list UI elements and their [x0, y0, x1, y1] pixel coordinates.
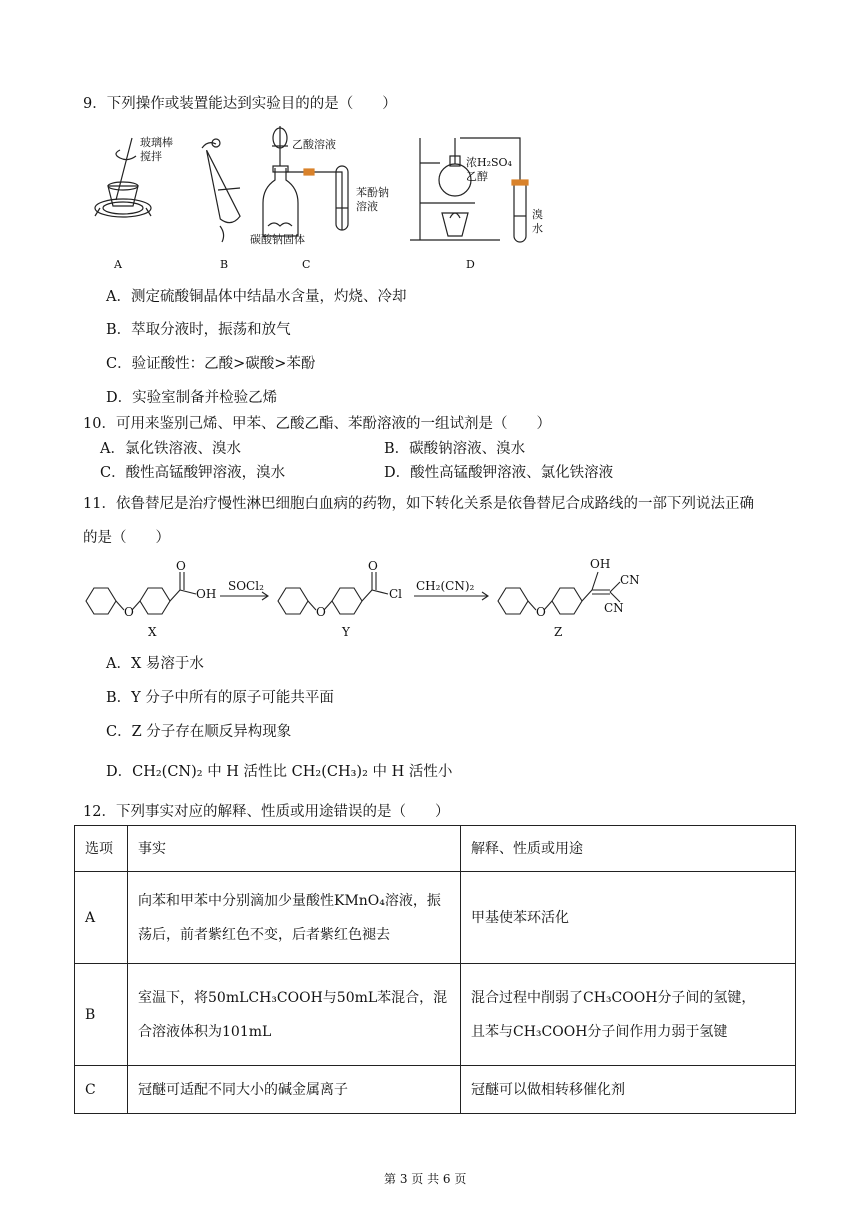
q9-apparatus-figure — [80, 118, 550, 273]
q11-Y-carbonyl-O: O — [368, 559, 378, 573]
table-row — [75, 1066, 796, 1114]
q11-label-Y: Y — [342, 625, 350, 639]
row-c-option: C — [75, 1066, 128, 1114]
q11-Z-O: O — [536, 605, 546, 619]
q9-label-C-bottom: 碳酸钠固体 — [250, 233, 305, 246]
q9-label-D-water1: 溴 — [532, 208, 543, 221]
table-header-explanation: 解释、性质或用途 — [461, 826, 796, 872]
row-b-fact-line2: 合溶液体积为101mL — [138, 1023, 272, 1040]
q9-fig-D: D — [466, 258, 475, 271]
row-a-fact-line1: 向苯和甲苯中分别滴加少量酸性KMnO₄溶液，振 — [138, 892, 441, 909]
q10-option-b: B．碳酸钠溶液、溴水 — [384, 441, 526, 457]
q9-fig-A: A — [114, 258, 122, 271]
q11-reaction-scheme — [80, 552, 680, 644]
q11-reagent-2: CH₂(CN)₂ — [416, 579, 475, 593]
q12-table — [74, 825, 796, 1114]
table-row — [75, 964, 796, 1066]
q9-label-C-top: 乙酸溶液 — [292, 138, 336, 151]
row-b-option: B — [75, 964, 128, 1066]
q9-stem: 9．下列操作或装置能达到实验目的的是（ ） — [83, 96, 397, 112]
row-b-fact-line1: 室温下，将50mLCH₃COOH与50mL苯混合，混 — [138, 989, 448, 1006]
row-c-explanation: 冠醚可以做相转移催化剂 — [461, 1066, 796, 1114]
row-a-option: A — [75, 872, 128, 964]
q9-label-C-right1: 苯酚钠 — [356, 186, 389, 199]
q11-reagent-1: SOCl₂ — [228, 579, 264, 593]
q9-option-c: C．验证酸性：乙酸>碳酸>苯酚 — [106, 356, 316, 372]
row-a-fact-line2: 荡后，前者紫红色不变，后者紫红色褪去 — [138, 926, 390, 943]
row-b-fact — [128, 964, 461, 1066]
q9-option-a: A．测定硫酸铜晶体中结晶水含量，灼烧、冷却 — [106, 289, 407, 305]
row-b-explanation-line1: 混合过程中削弱了CH₃COOH分子间的氢键， — [471, 989, 756, 1006]
q9-option-d: D．实验室制备并检验乙烯 — [106, 390, 278, 406]
q11-Y-O: O — [316, 605, 326, 619]
q12-stem: 12．下列事实对应的解释、性质或用途错误的是（ ） — [83, 804, 450, 820]
q11-Y-Cl: Cl — [389, 587, 403, 601]
q11-Z-CN1: CN — [620, 573, 640, 587]
table-header-option: 选项 — [75, 826, 128, 872]
q11-Z-OH: OH — [590, 557, 611, 571]
q10-option-c: C．酸性高锰酸钾溶液，溴水 — [100, 465, 286, 481]
q11-label-Z: Z — [554, 625, 563, 639]
q9-label-D-water2: 水 — [532, 222, 543, 235]
table-row — [75, 872, 796, 964]
q11-option-d: D．CH₂(CN)₂ 中 H 活性比 CH₂(CH₃)₂ 中 H 活性小 — [106, 764, 453, 780]
q10-option-d: D．酸性高锰酸钾溶液、氯化铁溶液 — [384, 465, 614, 481]
q11-option-c: C．Z 分子存在顺反异构现象 — [106, 724, 292, 740]
q9-fig-C: C — [302, 258, 311, 271]
q11-X-carbonyl-O: O — [176, 559, 186, 573]
q9-label-A-note1: 玻璃棒 — [140, 136, 173, 149]
q11-option-a: A．X 易溶于水 — [106, 656, 204, 672]
q11-stem-line1: 11．依鲁替尼是治疗慢性淋巴细胞白血病的药物，如下转化关系是依鲁替尼合成路线的一部下列说法正确 — [83, 496, 754, 512]
q9-label-C-right2: 溶液 — [356, 200, 378, 213]
table-header-fact: 事实 — [128, 826, 461, 872]
table-header-row — [75, 826, 796, 872]
row-c-fact: 冠醚可适配不同大小的碱金属离子 — [128, 1066, 461, 1114]
q11-X-O: O — [124, 605, 134, 619]
row-b-explanation-line2: 且苯与CH₃COOH分子间作用力弱于氢键 — [471, 1023, 728, 1040]
q11-X-OH: OH — [196, 587, 217, 601]
q10-stem: 10．可用来鉴别己烯、甲苯、乙酸乙酯、苯酚溶液的一组试剂是（ ） — [83, 416, 551, 432]
q9-fig-B: B — [220, 258, 229, 271]
q9-label-A-note2: 搅拌 — [140, 150, 162, 163]
q11-option-b: B．Y 分子中所有的原子可能共平面 — [106, 690, 334, 706]
row-a-explanation: 甲基使苯环活化 — [461, 872, 796, 964]
row-b-explanation — [461, 964, 796, 1066]
row-a-fact — [128, 872, 461, 964]
q10-option-a: A．氯化铁溶液、溴水 — [100, 441, 241, 457]
q9-label-D-acid: 浓H₂SO₄ — [466, 156, 512, 169]
q11-stem-line2: 的是（ ） — [83, 530, 170, 546]
q9-option-b: B．萃取分液时，振荡和放气 — [106, 322, 291, 338]
q9-label-D-ethanol: 乙醇 — [466, 170, 488, 183]
page-footer: 第 3 页 共 6 页 — [384, 1172, 467, 1186]
q11-Z-CN2: CN — [604, 601, 624, 615]
q11-label-X: X — [148, 625, 157, 639]
